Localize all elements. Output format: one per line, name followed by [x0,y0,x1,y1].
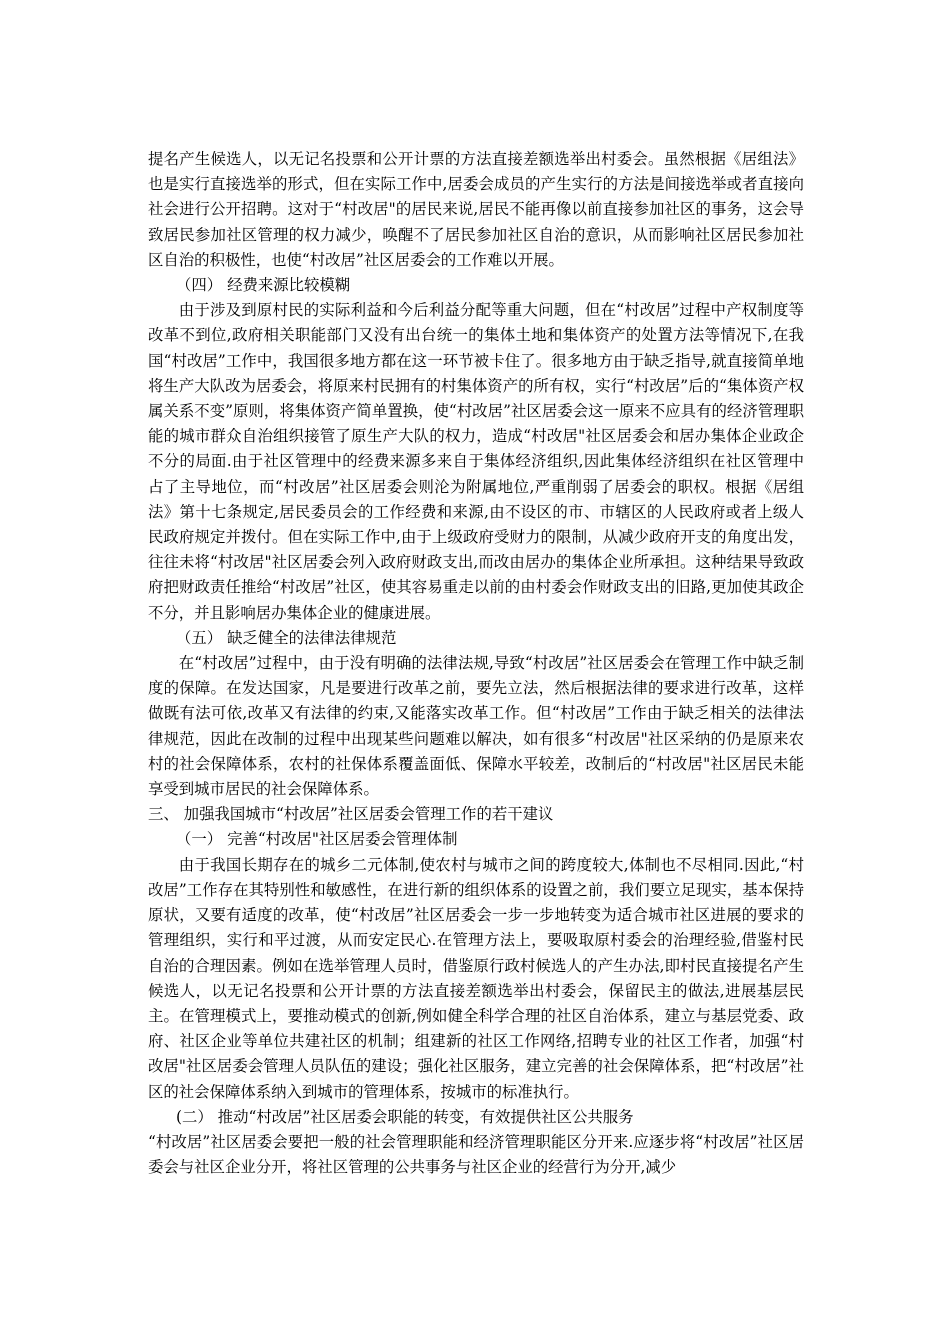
document-page [148,147,804,1180]
paragraph-functions: “村改居”社区居委会要把一般的社会管理职能和经济管理职能区分开来.应逐步将“村改居”社区居委会与社区企业分开，将社区管理的公共事务与社区企业的经营行为分开,减少 [148,1132,804,1177]
section-heading-5: （五） 缺乏健全的法律法律规范 [176,628,397,647]
section-heading-2: (二） 推动“村改居”社区居委会职能的转变，有效提供社区公共服务 [176,1107,634,1126]
section-heading-4: （四） 经费来源比较模糊 [176,276,351,295]
chapter-heading-3: 三、 加强我国城市“村改居”社区居委会管理工作的若干建议 [148,805,554,824]
paragraph-legal: 在“村改居”过程中，由于没有明确的法律法规,导致“村改居”社区居委会在管理工作中缺乏制度的保障。在发达国家，凡是要进行改革之前，要先立法，然后根据法律的要求进行改革，这样做既有法可依,改革又有法律的约束,又能落实改革工作。但“村改居”工作由于缺乏相关的法律法律规范，因此在改制的过程中出现某些问题难以解决，如有很多“村改居"社区采纳的仍是原来农村的社会保障体系，农村的社保体系覆盖面低、保障水平较差，改制后的“村改居"社区居民未能享受到城市居民的社会保障体系。 [148,654,804,799]
paragraph-management: 由于我国长期存在的城乡二元体制,使农村与城市之间的跨度较大,体制也不尽相同.因此,“村改居”工作存在其特别性和敏感性，在进行新的组织体系的设置之前，我们要立足现实，基本保持原状，又要有适度的改革，使“村改居”社区居委会一步一步地转变为适合城市社区进展的要求的管理组织，实行和平过渡，从而安定民心.在管理方法上，要吸取原村委会的治理经验,借鉴村民自治的合理因素。例如在选举管理人员时，借鉴原行政村候选人的产生办法,即村民直接提名产生候选人，以无记名投票和公开计票的方法直接差额选举出村委会，保留民主的做法,进展基层民主。在管理模式上，要推动模式的创新,例如健全科学合理的社区自治体系，建立与基层党委、政府、社区企业等单位共建社区的机制；组建新的社区工作网络,招聘专业的社区工作者，加强“村改居"社区居委会管理人员队伍的建设；强化社区服务，建立完善的社会保障体系，把“村改居”社区的社会保障体系纳入到城市的管理体系，按城市的标准执行。 [148,855,804,1101]
paragraph-funding: 由于涉及到原村民的实际利益和今后利益分配等重大问题，但在“村改居”过程中产权制度等改革不到位,政府相关职能部门又没有出台统一的集体土地和集体资产的处置方法等情况下,在我国“村改居”工作中，我国很多地方都在这一环节被卡住了。很多地方由于缺乏指导,就直接简单地将生产大队改为居委会，将原来村民拥有的村集体资产的所有权，实行“村改居”后的“集体资产权属关系不变”原则，将集体资产简单置换，使“村改居”社区居委会这一原来不应具有的经济管理职能的城市群众自治组织接管了原生产大队的权力，造成“村改居"社区居委会和居办集体企业政企不分的局面.由于社区管理中的经费来源多来自于集体经济组织,因此集体经济组织在社区管理中占了主导地位，而“村改居”社区居委会则沦为附属地位,严重削弱了居委会的职权。根据《居组法》第十七条规定,居民委员会的工作经费和来源,由不设区的市、市辖区的人民政府或者上级人民政府规定并拨付。但在实际工作中,由于上级政府受财力的限制，从减少政府开支的角度出发，往往未将“村改居"社区居委会列入政府财政支出,而改由居办的集体企业所承担。这种结果导致政府把财政责任推给“村改居”社区，使其容易重走以前的由村委会作财政支出的旧路,更加使其政企不分，并且影响居办集体企业的健康进展。 [148,301,804,622]
section-heading-1: （一） 完善“村改居"社区居委会管理体制 [176,830,458,849]
paragraph-continued: 提名产生候选人，以无记名投票和公开计票的方法直接差额选举出村委会。虽然根据《居组法》也是实行直接选举的形式，但在实际工作中,居委会成员的产生实行的方法是间接选举或者直接向社会进行公开招聘。这对于“村改居"的居民来说,居民不能再像以前直接参加社区的事务，这会导致居民参加社区管理的权力减少，唤醒不了居民参加社区自治的意识，从而影响社区居民参加社区自治的积极性，也使“村改居”社区居委会的工作难以开展。 [148,150,804,269]
